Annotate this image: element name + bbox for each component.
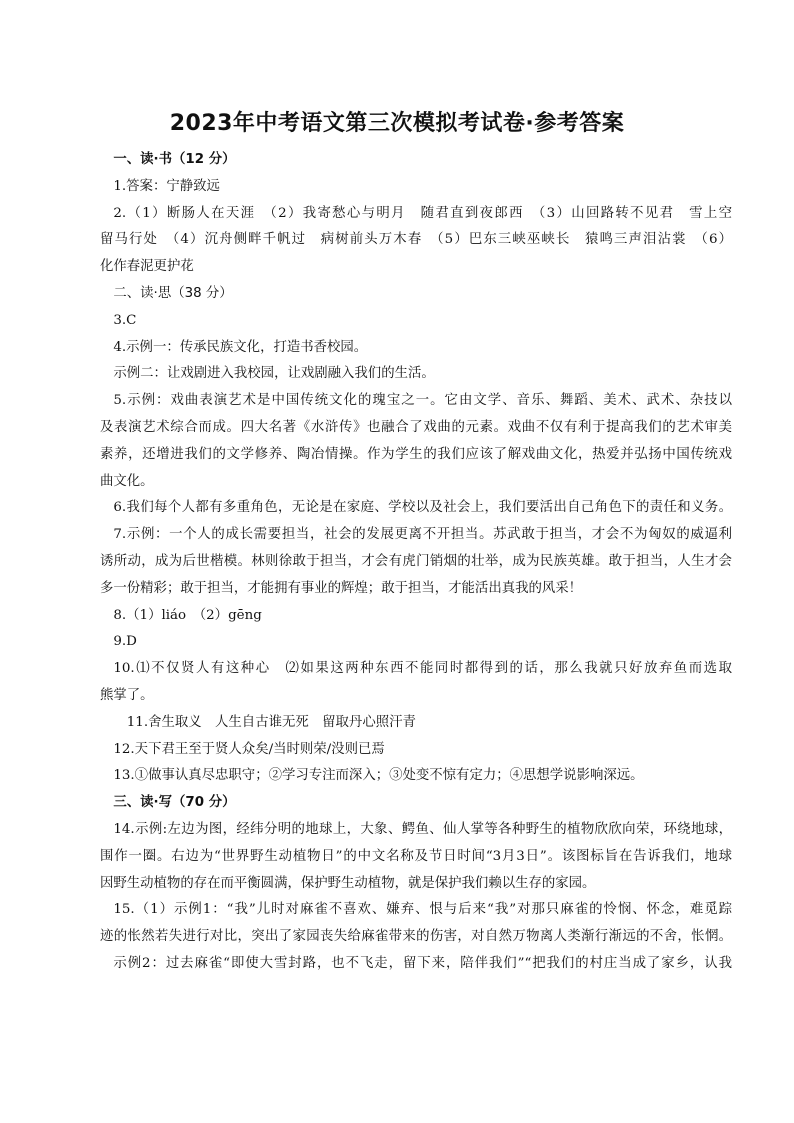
text-line: 及表演艺术综合而成。四大名著《水浒传》也融合了戏曲的元素。戏曲不仅有利于提高我们的艺术审美	[100, 419, 732, 435]
text-line: 围作一圈。右边为“世界野生动植物日”的中文名称及节日时间“3月3日”。该图标旨在告诉我们，地球	[100, 848, 732, 864]
text-line: 7.示例：一个人的成长需要担当，社会的发展更离不开担当。苏武敢于担当，才会不为匈奴的威逼利	[113, 527, 732, 543]
text-line: 留马行处 （4）沉舟侧畔千帆过 病树前头万木春 （5）巴东三峡巫峡长 猿鸣三声泪沾裳 （6）	[100, 232, 732, 248]
text-line: 迹的怅然若失进行对比，突出了家园丧失给麻雀带来的伤害，对自然万物离人类渐行渐远的不舍，怅惘。	[100, 929, 732, 945]
text-line: 一、读·书（12 分）	[113, 152, 236, 167]
text-line: 二、读·思（38 分）	[113, 285, 233, 301]
text-line: 10.⑴不仅贤人有这种心 ⑵如果这两种东西不能同时都得到的话，那么我就只好放弃鱼而选取	[113, 661, 732, 677]
text-line: 3.C	[113, 312, 137, 328]
text-line: 化作春泥更护花	[100, 259, 194, 275]
text-line: 示例二：让戏剧进入我校园，让戏剧融入我们的生活。	[113, 366, 435, 382]
text-line: 5.示例：戏曲表演艺术是中国传统文化的瑰宝之一。它由文学、音乐、舞蹈、美术、武术、杂技以	[113, 393, 732, 409]
text-line: 素养，还增进我们的文学修养、陶冶情操。作为学生的我们应该了解戏曲文化，热爱并弘扬中国传统戏	[100, 446, 732, 462]
text-line: 诱所动，成为后世楷模。林则徐敢于担当，才会有虎门销烟的壮举，成为民族英雄。敢于担当，人生才会	[100, 553, 732, 569]
text-line: 示例2：过去麻雀“即使大雪封路，也不飞走，留下来，陪伴我们”“把我们的村庄当成了家乡，认我	[113, 955, 732, 971]
text-line: 因野生动植物的存在而平衡圆满，保护野生动植物，就是保护我们赖以生存的家园。	[100, 875, 596, 891]
text-line: 曲文化。	[100, 473, 154, 489]
answer-content	[100, 147, 732, 978]
text-line: 15.（1）示例1：“我”儿时对麻雀不喜欢、嫌弃、恨与后来“我”对那只麻雀的怜悯、怀念，难觅踪	[113, 902, 732, 918]
text-line: 2.（1）断肠人在天涯 （2）我寄愁心与明月 随君直到夜郎西 （3）山回路转不见君 雪上空	[113, 205, 732, 221]
text-line: 三、读·写（70 分）	[113, 795, 236, 811]
text-line: 1.答案：宁静致远	[113, 178, 220, 194]
text-line: 6.我们每个人都有多重角色，无论是在家庭、学校以及社会上，我们要活出自己角色下的责任和义务。	[113, 500, 732, 516]
text-line: 4.示例一：传承民族文化，打造书香校园。	[113, 339, 368, 355]
text-line: 12.天下君王至于贤人众矣/当时则荣/没则已焉	[113, 741, 385, 757]
text-line: 8.（1）liáo （2）gēng	[113, 607, 262, 623]
text-line: 9.D	[113, 634, 137, 650]
text-line: 熊掌了。	[100, 687, 154, 703]
text-line: 11.舍生取义 人生自古谁无死 留取丹心照汗青	[113, 714, 416, 730]
page-title: 2023年中考语文第三次模拟考试卷·参考答案	[169, 111, 625, 136]
text-line: 13.①做事认真尽忠职守；②学习专注而深入；③处变不惊有定力；④思想学说影响深远。	[113, 768, 644, 784]
text-line: 14.示例:左边为图，经纬分明的地球上，大象、鳄鱼、仙人掌等各种野生的植物欣欣向荣，环绕地球，	[113, 821, 732, 837]
text-line: 多一份精彩；敢于担当，才能拥有事业的辉煌；敢于担当，才能活出真我的风采！	[100, 580, 583, 596]
